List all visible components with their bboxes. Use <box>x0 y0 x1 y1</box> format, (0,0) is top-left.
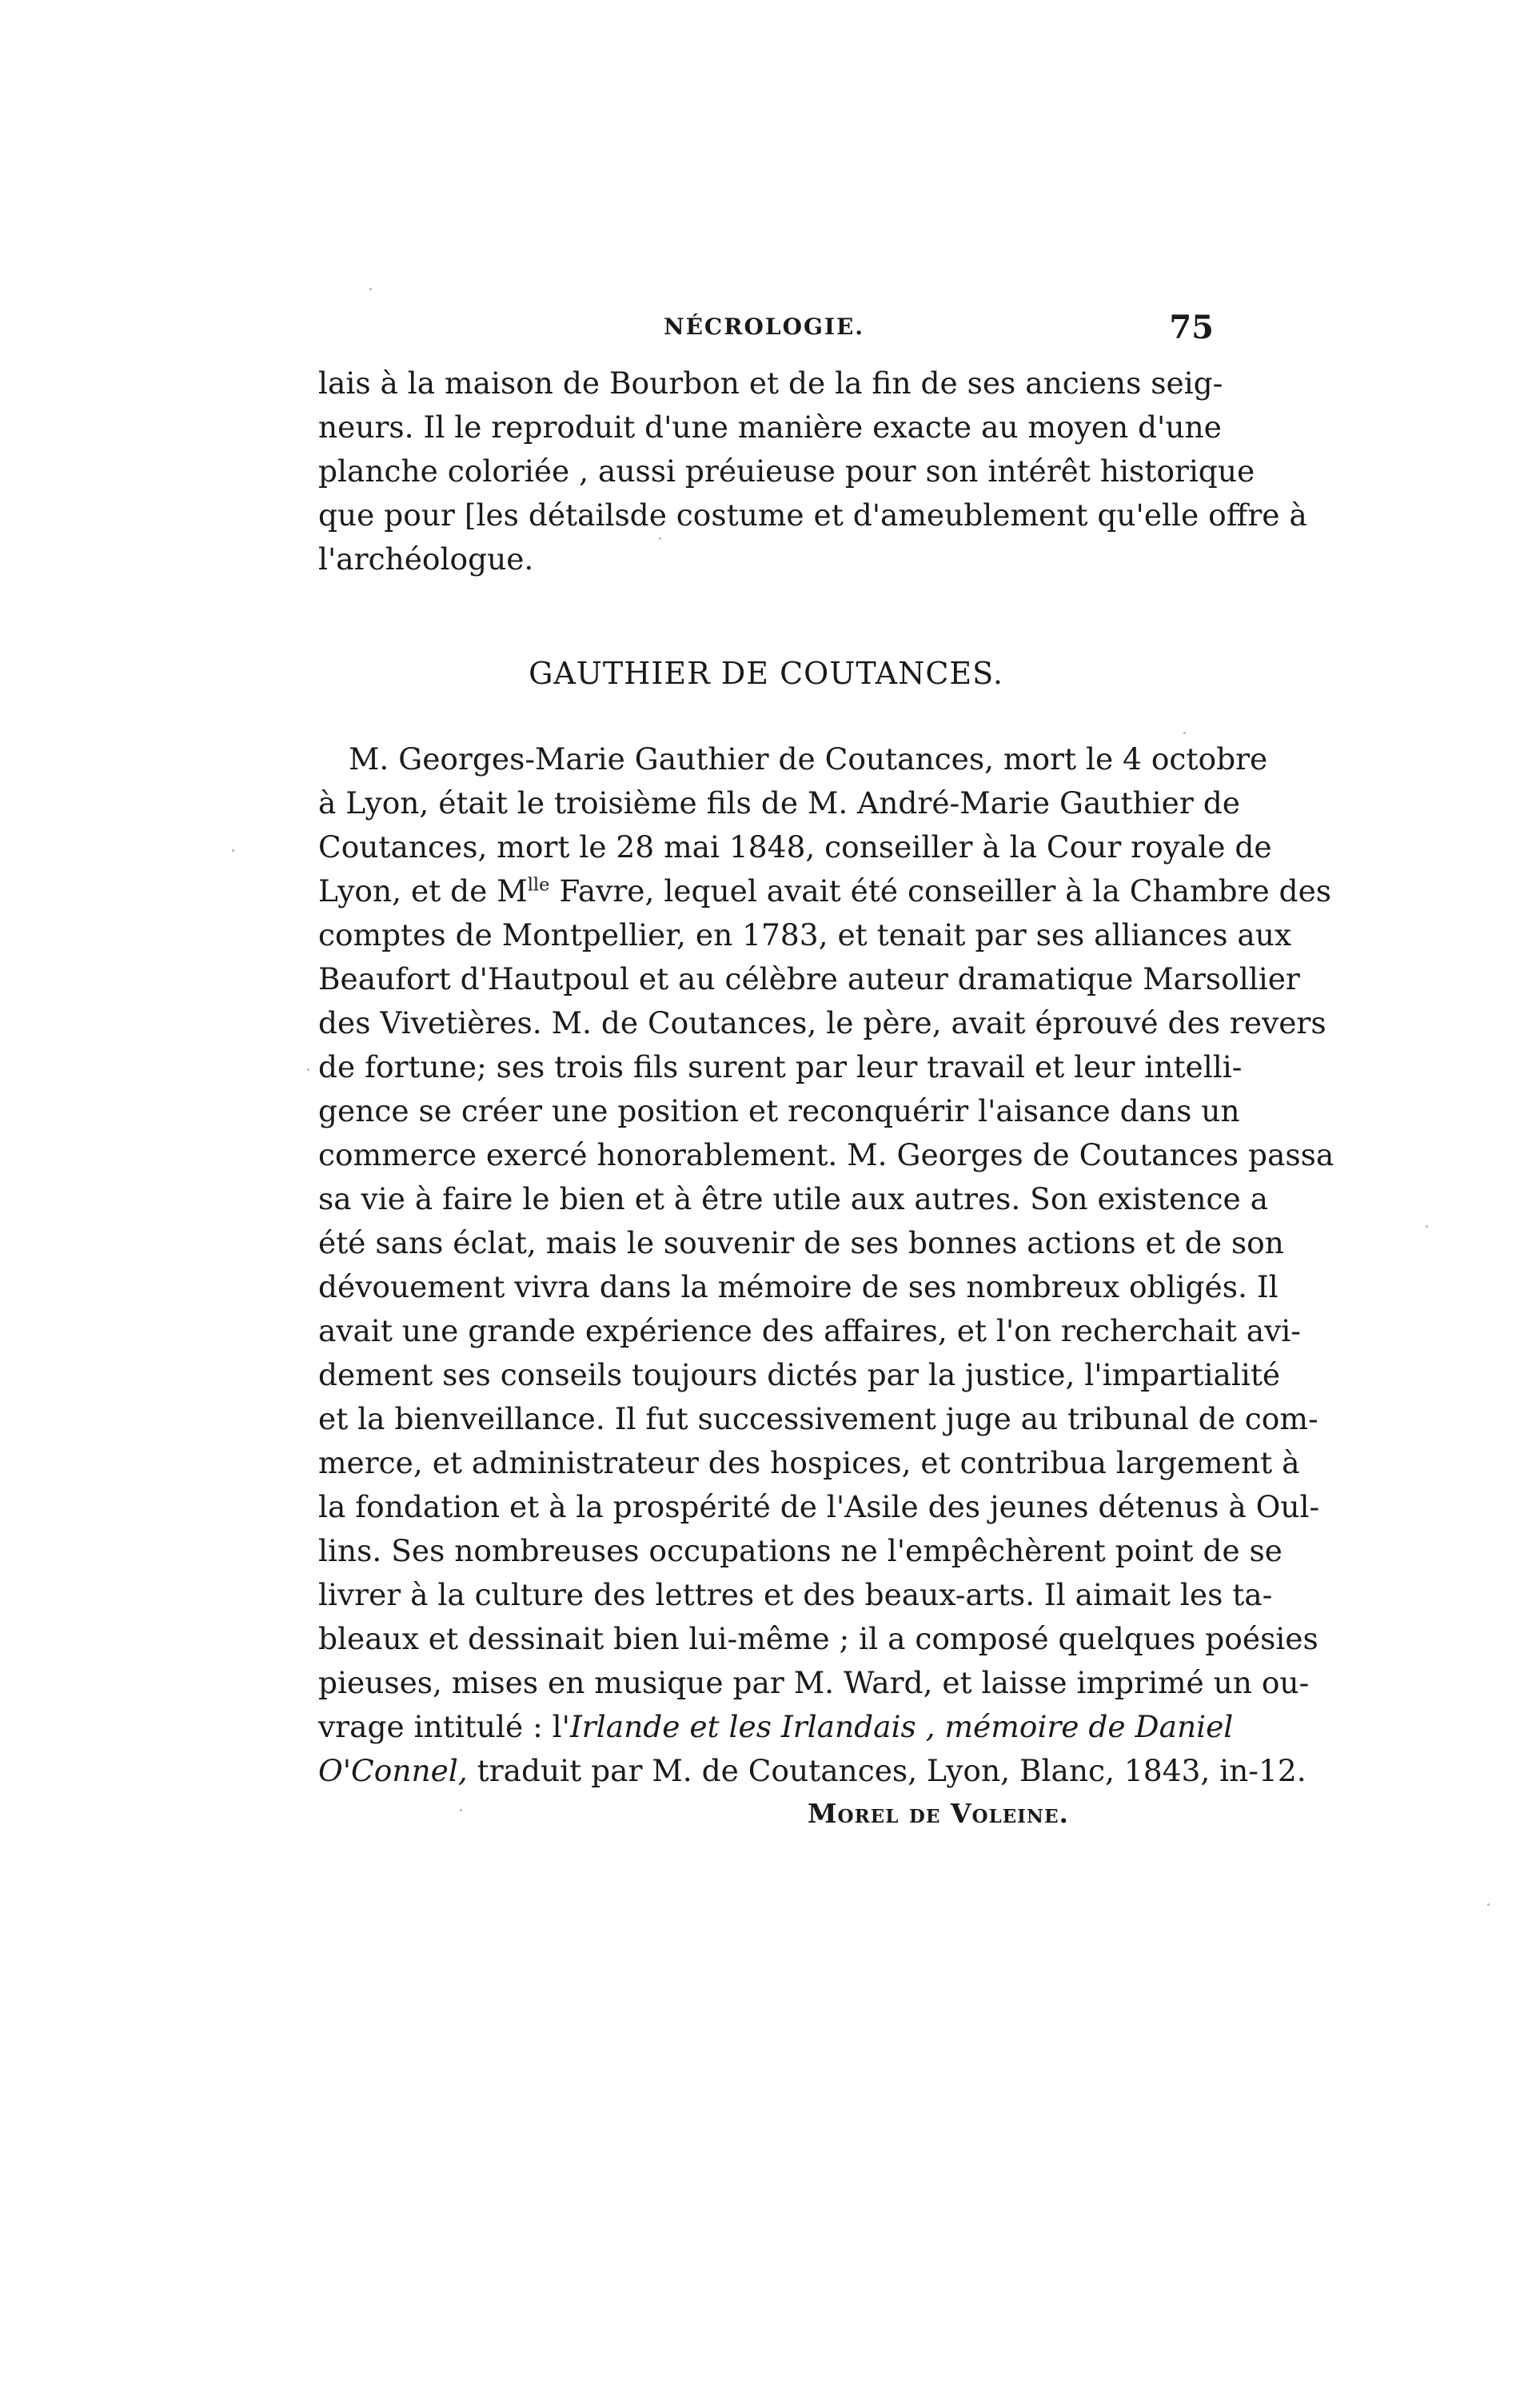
continuation-paragraph <box>318 361 1307 581</box>
superscript: lle <box>527 874 550 896</box>
text-line: la fondation et à la prospérité de l'Asile des jeunes détenus à Oul- <box>318 1489 1320 1524</box>
paper-speck <box>1487 1903 1490 1906</box>
text-line: dement ses conseils toujours dictés par la justice, l'impartialité <box>318 1357 1281 1392</box>
text-fragment: traduit par M. de Coutances, Lyon, Blanc, 1843, in-12. <box>467 1753 1307 1788</box>
text-line: merce, et administrateur des hospices, et contribua largement à <box>318 1445 1300 1480</box>
text-line: Beaufort d'Hautpoul et au célèbre auteur dramatique Marsollier <box>318 961 1300 996</box>
text-line: lins. Ses nombreuses occupations ne l'empêchèrent point de se <box>318 1533 1283 1568</box>
text-line <box>318 1705 1234 1749</box>
text-line: que pour [les détailsde costume et d'ameublement qu'elle offre à <box>318 497 1307 533</box>
author-signature: Morel de Voleine. <box>808 1798 1069 1829</box>
text-line: gence se créer une position et reconquérir l'aisance dans un <box>318 1093 1240 1128</box>
text-line <box>318 869 1332 913</box>
text-line: comptes de Montpellier, en 1783, et tenait par ses alliances aux <box>318 917 1292 952</box>
paper-speck <box>460 1809 462 1811</box>
text-line: avait une grande expérience des affaires, et l'on recherchait avi- <box>318 1313 1301 1348</box>
text-line: commerce exercé honorablement. M. Georges de Coutances passa <box>318 1137 1334 1172</box>
text-line: neurs. Il le reproduit d'une manière exacte au moyen d'une <box>318 409 1222 445</box>
text-line: été sans éclat, mais le souvenir de ses bonnes actions et de son <box>318 1225 1284 1260</box>
article-paragraph <box>318 737 1334 1793</box>
text-line: lais à la maison de Bourbon et de la fin de ses anciens seig- <box>318 365 1223 401</box>
running-head <box>318 309 1214 346</box>
page-number: 75 <box>1169 309 1214 346</box>
text-line: livrer à la culture des lettres et des beaux-arts. Il aimait les ta- <box>318 1577 1273 1612</box>
text-line: pieuses, mises en musique par M. Ward, et laisse imprimé un ou- <box>318 1665 1310 1700</box>
paper-speck <box>659 537 661 540</box>
text-line: Coutances, mort le 28 mai 1848, conseiller à la Cour royale de <box>318 829 1272 865</box>
paper-speck <box>1183 732 1186 734</box>
text-line: planche coloriée , aussi préuieuse pour son intérêt historique <box>318 453 1255 489</box>
paper-speck <box>232 849 234 852</box>
running-title: NÉCROLOGIE. <box>664 313 865 340</box>
text-line: de fortune; ses trois fils surent par leur travail et leur intelli- <box>318 1049 1243 1084</box>
paper-speck <box>369 288 372 290</box>
text-line: à Lyon, était le troisième fils de M. André-Marie Gauthier de <box>318 785 1240 821</box>
text-line: sa vie à faire le bien et à être utile aux autres. Son existence a <box>318 1181 1268 1216</box>
text-line: dévouement vivra dans la mémoire de ses nombreux obligés. Il <box>318 1269 1279 1304</box>
paper-speck <box>1426 1225 1428 1228</box>
article-title: GAUTHIER DE COUTANCES. <box>529 656 1003 691</box>
text-fragment: Favre, lequel avait été conseiller à la Chambre des <box>549 873 1332 908</box>
text-line: bleaux et dessinait bien lui-même ; il a composé quelques poésies <box>318 1621 1319 1656</box>
text-fragment: Lyon, et de M <box>318 873 528 908</box>
text-line: M. Georges-Marie Gauthier de Coutances, mort le 4 octobre <box>349 741 1268 777</box>
italic-text: Irlande et les Irlandais , mémoire de Daniel <box>569 1709 1234 1744</box>
paper-speck <box>307 1068 309 1071</box>
text-line: et la bienveillance. Il fut successivement juge au tribunal de com- <box>318 1401 1319 1436</box>
text-line: des Vivetières. M. de Coutances, le père, avait éprouvé des revers <box>318 1005 1327 1040</box>
text-line: l'archéologue. <box>318 541 534 577</box>
text-line <box>318 1749 1307 1793</box>
italic-text: O'Connel, <box>318 1753 468 1788</box>
text-fragment: vrage intitulé : l' <box>318 1709 570 1744</box>
